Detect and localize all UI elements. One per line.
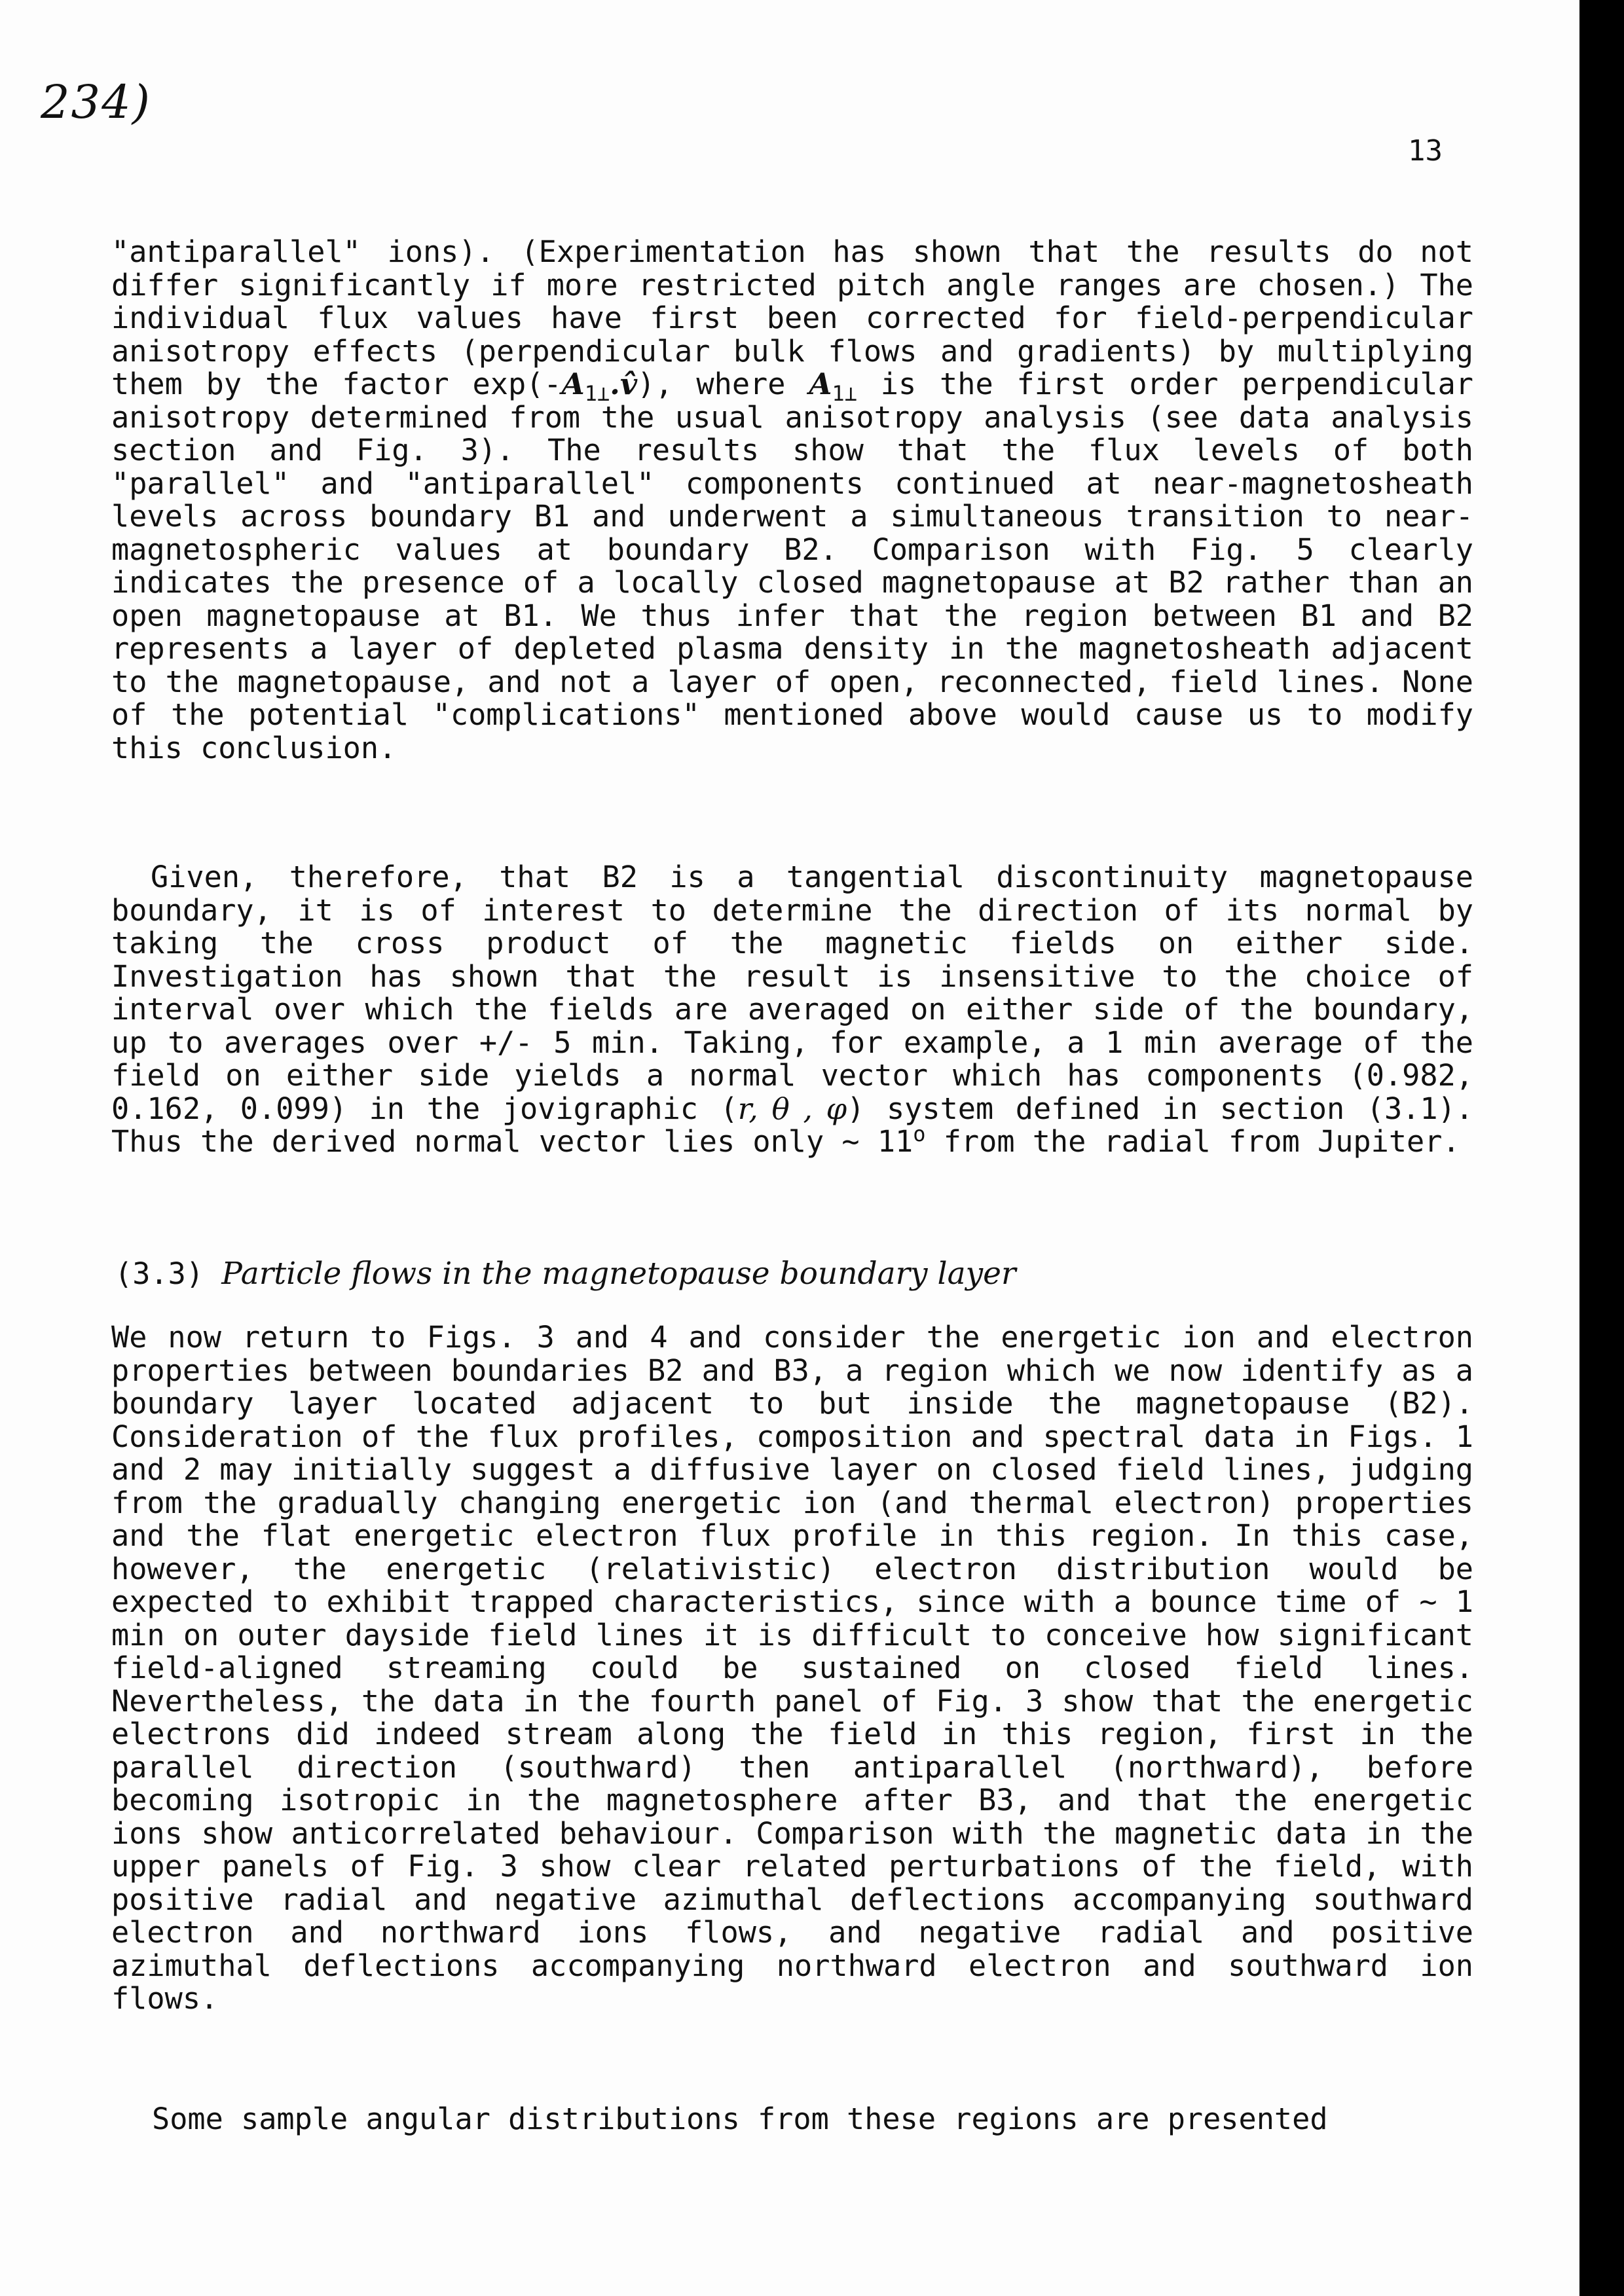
page-number: 13 xyxy=(1408,134,1443,168)
paragraph-normal-vector xyxy=(111,861,1473,1159)
paragraph-text: "antiparallel" ions). (Experimentation has shown that the results do not differ significantly if more restricted pitch angle ranges are chosen.) The individual flux values have first been corrected for field-perpendicular anisotropy effects (perpendicular bulk flows and gradients) by multiplying them by the factor exp(- xyxy=(111,234,1473,401)
paragraph-text: ) system defined in section (3.1). Thus the derived normal vector lies only ~ 11 xyxy=(111,1091,1473,1159)
paragraph-anisotropy-correction xyxy=(111,236,1473,765)
anisotropy-subscript: 1⊥ xyxy=(832,381,857,407)
coordinate-symbols: r, θ , φ xyxy=(737,1091,847,1126)
section-number: (3.3) xyxy=(115,1256,204,1291)
handwritten-margin-note: 234) xyxy=(41,75,151,129)
anisotropy-symbol: A xyxy=(809,367,832,401)
degree-symbol: o xyxy=(913,1121,926,1146)
paragraph-text: from the radial from Jupiter. xyxy=(925,1124,1460,1159)
paragraph-boundary-layer: We now return to Figs. 3 and 4 and consider the energetic ion and electron properties between boundaries B2 and B3, a region which we now identify as a boundary layer located adjacent to but inside the magnetopause (B2). Consideration of the flux profiles, composition and spectral data in Figs. 1 and 2 may initially suggest a diffusive layer on closed field lines, judging from the gradually changing energetic ion (and thermal electron) properties and the flat energetic electron flux profile in this region. In this case, however, the energetic (relativistic) electron distribution would be expected to exhibit trapped characteristics, since with a bounce time of ~ 1 min on outer dayside field lines it is difficult to conceive how significant field-aligned streaming could be sustained on closed field lines. Nevertheless, the data in the fourth panel of Fig. 3 show that the energetic electrons did indeed stream along the field in this region, first in the parallel direction (southward) then antiparallel (northward), before becoming isotropic in the magnetosphere after B3, and that the energetic ions show anticorrelated behaviour. Comparison with the magnetic data in the upper panels of Fig. 3 show clear related perturbations of the field, with positive radial and negative azimuthal deflections accompanying southward electron and northward ions flows, and negative radial and positive azimuthal deflections accompanying northward electron and southward ion flows. xyxy=(111,1320,1473,2016)
paragraph-text: is the first order perpendicular anisotropy determined from the usual anisotropy analysis (see data analysis section and Fig. 3). The results show that the flux levels of both "parallel" and "antiparallel" components continued at near-magnetosheath levels across boundary B1 and underwent a simultaneous transition to near-magnetospheric values at boundary B2. Comparison with Fig. 5 clearly indicates the presence of a locally closed magnetopause at B2 rather than an open magnetopause at B1. We thus infer that the region between B1 and B2 represents a layer of depleted plasma density in the magnetosheath adjacent to the magnetopause, and not a layer of open, reconnected, field lines. None of the potential "complications" mentioned above would cause us to modify this conclusion. xyxy=(111,367,1473,765)
anisotropy-subscript: 1⊥ xyxy=(584,381,610,407)
section-title: Particle flows in the magnetopause boundary layer xyxy=(221,1256,1016,1292)
section-heading xyxy=(115,1256,1016,1292)
unit-vector-v: .v̂ xyxy=(610,367,638,401)
paragraph-text: Given, therefore, that B2 is a tangential discontinuity magnetopause boundary, it is of interest to determine the direction of its normal by taking the cross product of the magnetic fields on either side. Investigation has shown that the result is insensitive to the choice of interval over which the fields are averaged on either side of the boundary, up to averages over +/- 5 min. Taking, for example, a 1 min average of the field on either side yields a normal vector which has components (0.982, 0.162, 0.099) in the jovigraphic ( xyxy=(111,860,1473,1126)
anisotropy-symbol: A xyxy=(561,367,585,401)
paragraph-text: ), where xyxy=(637,367,809,401)
paragraph-angular-distributions: Some sample angular distributions from these regions are presented xyxy=(152,2102,1328,2136)
